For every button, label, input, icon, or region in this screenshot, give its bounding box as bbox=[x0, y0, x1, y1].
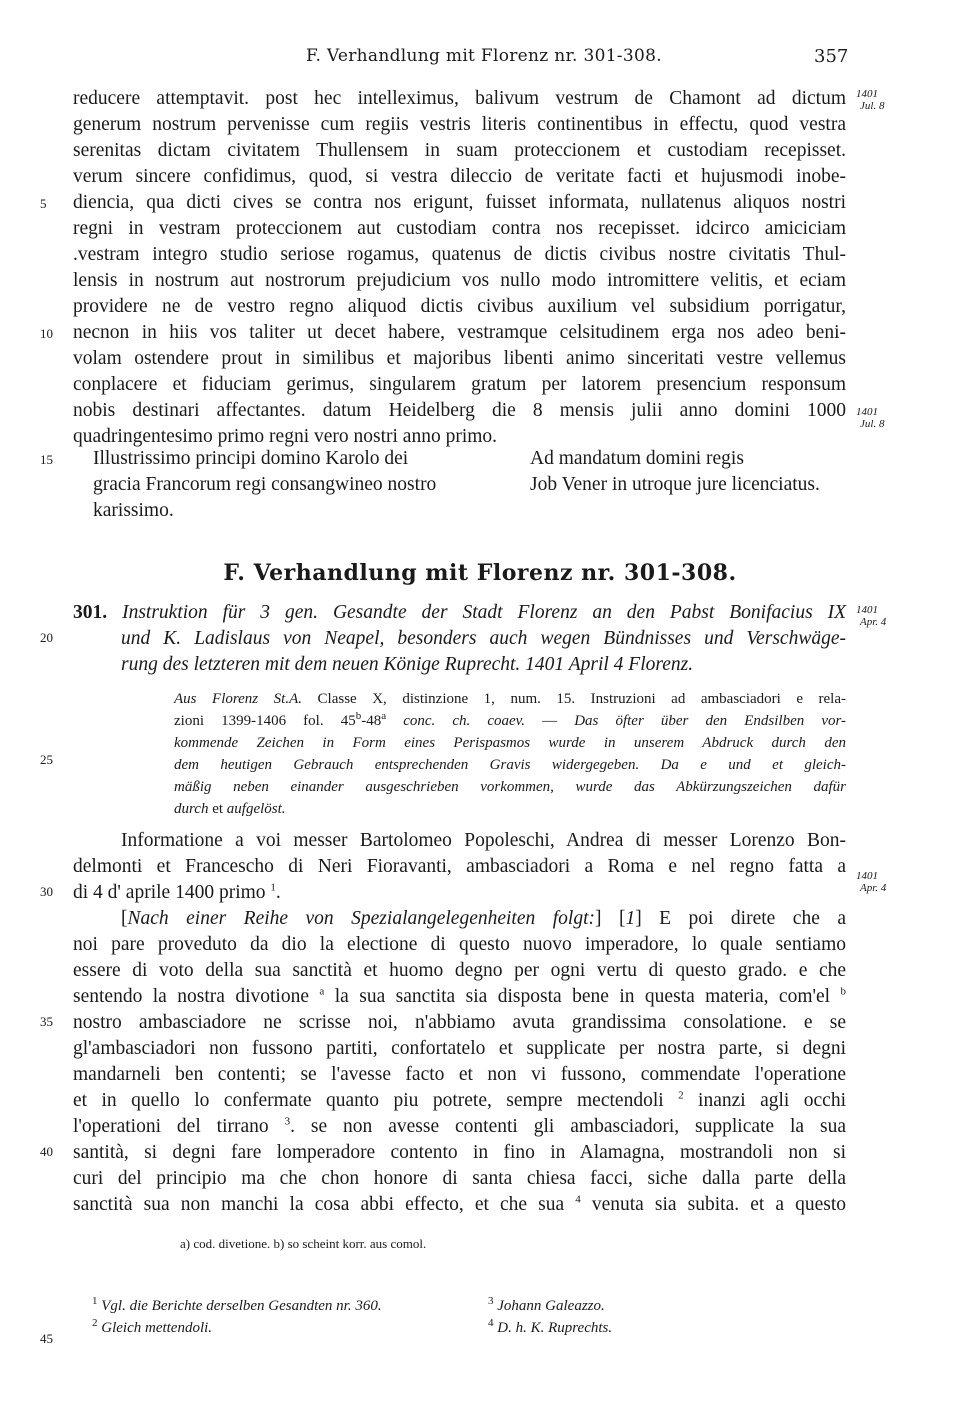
source-note: kommende Zeichen in Form eines Perispasmos wurde in unserem Abdruck durch den bbox=[174, 735, 846, 751]
line-number: 5 bbox=[40, 196, 47, 211]
source-note: durch et aufgelöst. bbox=[174, 801, 286, 817]
line-number: 35 bbox=[40, 1014, 53, 1029]
margin-date: 1401 Jul. 8 bbox=[856, 406, 885, 430]
text-line: sanctità sua non manchi la cosa abbi effecto, et che sua $^4$ venuta sia subita. et a questo bbox=[73, 1193, 847, 1215]
source-note: Aus Florenz St.A. Classe X, distinzione 1, num. 15. Instruzioni ad ambasciadori e rela- bbox=[174, 691, 847, 707]
document-title-line: und K. Ladislaus von Neapel, besonders auch wegen Bündnisses und Verschwäge- bbox=[121, 628, 846, 649]
apparatus-note: a) cod. divetione. b) so scheint korr. aus comol. bbox=[180, 1236, 427, 1251]
document-title: 301. Instruktion für 3 gen. Gesandte der Stadt Florenz an den Pabst Bonifacius IX bbox=[73, 602, 847, 623]
line-number: 45 bbox=[40, 1331, 53, 1346]
text-line: nostro ambasciadore ne scrisse noi, n'abbiamo avuta grandissima consolatione. e se bbox=[73, 1012, 846, 1033]
text-line: mandarneli ben contenti; se l'avesse facto et non vi fussono, commendate l'operatione bbox=[73, 1064, 846, 1085]
line-number: 15 bbox=[40, 452, 53, 467]
text-line: necnon in hiis vos taliter ut decet habere, vestramque celsitudinem erga nos adeo beni- bbox=[73, 322, 846, 343]
line-number: 10 bbox=[40, 326, 53, 341]
running-title: F. Verhandlung mit Florenz nr. 301-308. bbox=[306, 46, 662, 66]
footnote: $^1$ Vgl. die Berichte derselben Gesandten nr. 360. bbox=[92, 1295, 382, 1314]
text-line: serenitas dictam civitatem Thullensem in suam proteccionem et custodiam recepisset. bbox=[73, 140, 846, 161]
line-number: 25 bbox=[40, 752, 53, 767]
address-line: Illustrissimo principi domino Karolo dei bbox=[93, 448, 409, 469]
source-note: mäßig neben einander ausgeschrieben vorkommen, wurde das Abkürzungszeichen dafür bbox=[174, 779, 846, 795]
text-line: l'operationi del tirrano $^3$. se non avesse contenti gli ambasciadori, supplicate la sua bbox=[73, 1115, 847, 1137]
text-line: .vestram integro studio seriose rogamus, quatenus de dictis civibus nostre civitatis Thul- bbox=[73, 244, 846, 265]
page-number: 357 bbox=[814, 46, 849, 67]
line-number: 30 bbox=[40, 884, 53, 899]
signature-line: Ad mandatum domini regis bbox=[530, 448, 744, 469]
text-line: quadringentesimo primo regni vero nostri anno primo. bbox=[73, 426, 498, 447]
margin-date: 1401 Jul. 8 bbox=[856, 88, 885, 112]
text-line: curi del principio ma che chon honore di santa chiesa facci, siche dalla parte della bbox=[73, 1168, 846, 1189]
address-line: karissimo. bbox=[93, 500, 174, 521]
text-line: di 4 d' aprile 1400 primo $^1$. bbox=[73, 881, 281, 903]
text-line: Informatione a voi messer Bartolomeo Popoleschi, Andrea di messer Lorenzo Bon- bbox=[121, 830, 846, 851]
section-heading: F. Verhandlung mit Florenz nr. 301-308. bbox=[223, 560, 737, 586]
footnote: $^3$ Johann Galeazzo. bbox=[488, 1295, 605, 1314]
text-line: gl'ambasciadori non fussono partiti, confortatelo et supplicate per nostra parte, si degni bbox=[73, 1038, 846, 1059]
text-line: sentendo la nostra divotione $^a$ la sua sanctita sia disposta bene in questa materia, com'el $^b$ bbox=[73, 985, 847, 1007]
text-line: generum nostrum pervenisse cum regiis vestris literis continentibus in effectu, quod vestra bbox=[73, 114, 846, 135]
text-line: verum sincere confidimus, quod, si vestra dileccio de veritate facti et hujusmodi inobe- bbox=[73, 166, 846, 187]
text-line: santità, si degni fare lomperadore contento in fino in Alamagna, mostrandoli non si bbox=[73, 1142, 846, 1163]
text-line: essere di voto della sua sanctità et huomo degno per ogni vertu di questo grado. e che bbox=[73, 960, 846, 981]
text-line: nobis destinari affectantes. datum Heidelberg die 8 mensis julii anno domini 1000 bbox=[73, 400, 846, 421]
source-note: zioni 1399-1406 fol. 45$^b$-48$^a$ conc. ch. coaev. — Das öfter über den Endsilben vor- bbox=[174, 710, 847, 729]
signature-line: Job Vener in utroque jure licenciatus. bbox=[530, 474, 820, 495]
line-number: 20 bbox=[40, 630, 53, 645]
source-note: dem heutigen Gebrauch entsprechenden Gravis widergegeben. Da e und et gleich- bbox=[174, 757, 846, 773]
text-line: conplacere et fiduciam gerimus, singularem gratum per latorem presencium responsum bbox=[73, 374, 846, 395]
footnote: $^2$ Gleich mettendoli. bbox=[92, 1317, 213, 1336]
line-number: 40 bbox=[40, 1144, 53, 1159]
text-line: diencia, qua dicti cives se contra nos erigunt, fuisset informata, nullatenus aliquos nostri bbox=[73, 192, 846, 213]
margin-date: 1401 Apr. 4 bbox=[856, 604, 887, 628]
document-number: 301. bbox=[73, 602, 108, 623]
text-line: noi pare proveduto da dio la electione di questo nuovo imperadore, lo quale sentiamo bbox=[73, 934, 846, 955]
text-line: volam ostendere prout in similibus et majoribus libenti animo sinceritati vestre vellemus bbox=[73, 348, 846, 369]
text-line: delmonti et Francescho di Neri Fioravanti, ambasciadori a Roma e nel regno fatta a bbox=[73, 856, 846, 877]
text-line: et in quello lo confermate quanto piu potrete, sempre mectendoli $^2$ inanzi agli occhi bbox=[73, 1089, 846, 1111]
footnote: $^4$ D. h. K. Ruprechts. bbox=[488, 1317, 613, 1336]
document-title-line: rung des letzteren mit dem neuen Könige Ruprecht. 1401 April 4 Florenz. bbox=[121, 654, 694, 675]
text-line: providere ne de vestro regno aliquod dictis civibus auxilium vel subsidium porrigatur, bbox=[73, 296, 846, 317]
text-line: reducere attemptavit. post hec intelleximus, balivum vestrum de Chamont ad dictum bbox=[73, 88, 846, 109]
text-line: lensis in nostrum aut nostrorum prejudicium vos nullo modo intromittere velitis, et eciam bbox=[73, 270, 846, 291]
address-line: gracia Francorum regi consangwineo nostro bbox=[93, 474, 437, 495]
margin-date: 1401 Apr. 4 bbox=[856, 870, 887, 894]
text-line: regni in vestram proteccionem aut custodiam contra nos recepisset. idcirco amiciciam bbox=[73, 218, 846, 239]
text-line: [Nach einer Reihe von Spezialangelegenheiten folgt:] [1] E poi direte che a bbox=[121, 908, 846, 929]
